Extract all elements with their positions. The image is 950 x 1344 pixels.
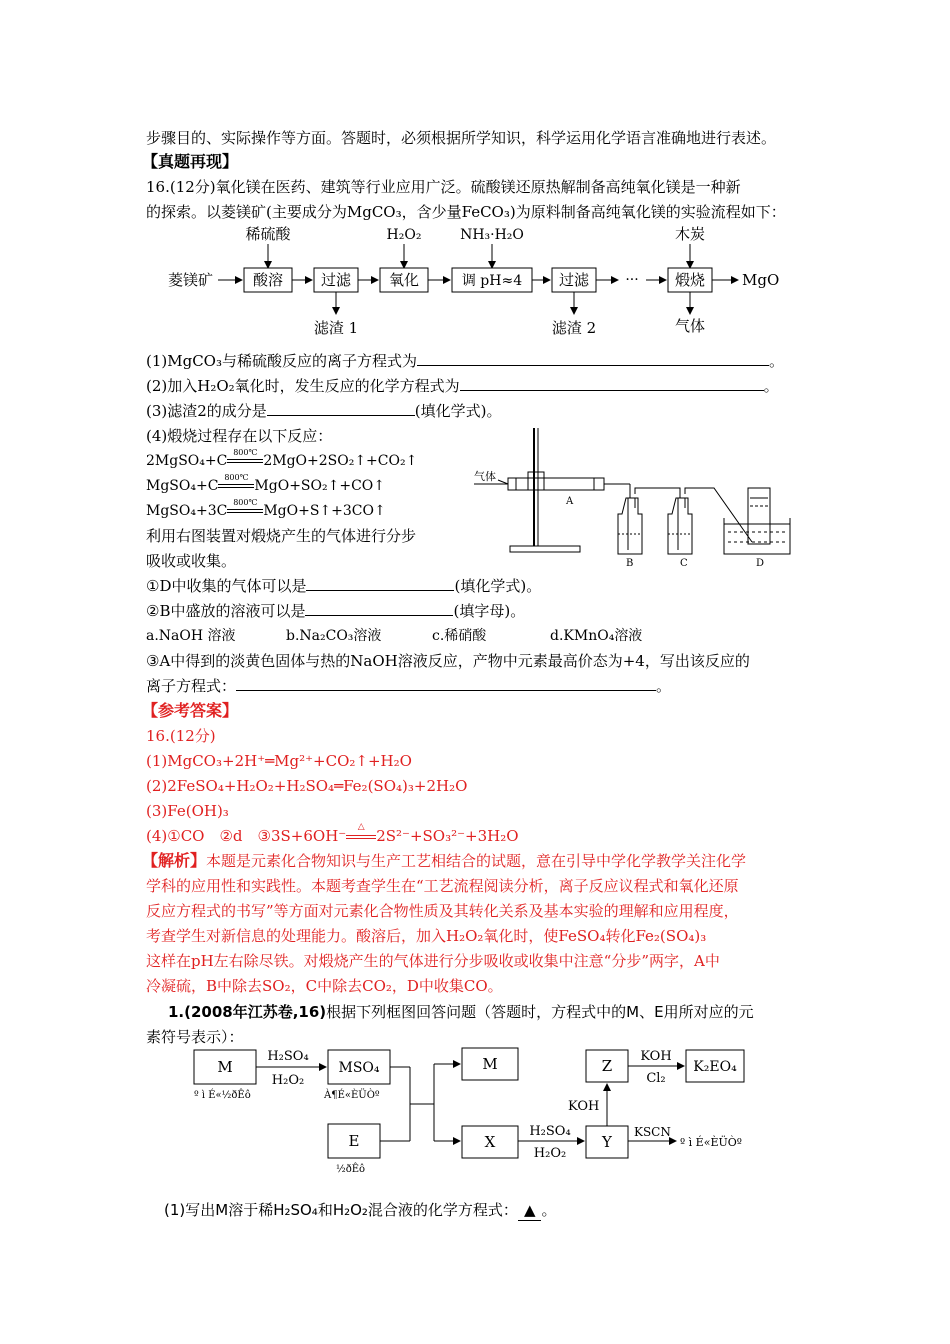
step-filter-2: 过滤 [558,271,590,289]
x-arrow-h2so4: H₂SO₄ [529,1124,571,1139]
box-z-label: Z [601,1057,613,1075]
answer-3: (3)Fe(OH)₃ [146,802,229,820]
box-e-label: E [348,1132,360,1150]
y-arrow-kscn: KSCN [634,1125,671,1139]
analysis-line6: 冷凝硫，B中除去SO₂，C中除去CO₂，D中收集CO。 [146,977,503,995]
box-m2-label: M [482,1055,498,1073]
step-acid-dissolve: 酸溶 [252,271,284,289]
box-y-label: Y [602,1133,612,1151]
apparatus-gas-label: 气体 [474,470,496,483]
m-arrow-h2o2: H₂O₂ [271,1073,305,1088]
y-result-note: º ì É«ÈÜÒº [680,1136,742,1149]
intro-line: 步骤目的、实际操作等方面。答题时，必须根据所学知识，科学运用化学语言准确地进行表述。 [146,129,777,147]
reagent-dilute-h2so4: 稀硫酸 [245,225,291,243]
q16-sub1: ①D中收集的气体可以是 (填化学式)。 [146,577,542,595]
analysis-line3: 反应方程式的书写”等方面对元素化合物性质及其转化关系及基本实验的理解和应用程度， [146,902,739,920]
q1-answer-blank[interactable]: ▲ [518,1200,542,1221]
q16-sub3-line2: 离子方程式： 。 [146,677,672,695]
residue-1: 滤渣 1 [313,319,359,337]
answer-2: (2)2FeSO₄+H₂O₂+H₂SO₄═Fe₂(SO₄)₃+2H₂O [146,777,468,795]
q16-line1: 16.(12分)氧化镁在医药、建筑等行业应用广泛。硫酸镁还原热解制备高纯氧化镁是一种新 [146,178,741,196]
y-arrow-koh: KOH [568,1099,600,1114]
option-b[interactable]: b.Na₂CO₃溶液 [286,628,382,644]
residue-2: 滤渣 2 [551,319,597,337]
analysis-line1: 【解析】本题是元素化合物知识与生产工艺相结合的试题，意在引导中学化学教学关注化学 [142,851,747,870]
step-filter-1: 过滤 [320,271,352,289]
q1-part1: (1)写出M溶于稀H₂SO₄和H₂O₂混合液的化学方程式： ▲ 。 [164,1201,557,1219]
box-m-label: M [217,1058,233,1076]
answer-4: (4)①CO ②d ③3S+6OH⁻ △ 2S²⁻+SO₃²⁻+3H₂O [146,822,519,845]
answer-heading: 【参考答案】 [142,701,239,720]
box-mso4-label: MSO₄ [338,1060,380,1076]
q16-sub3-line1: ③A中得到的淡黄色固体与热的NaOH溶液反应，产物中元素最高价态为+4，写出该反应的 [146,652,750,670]
q16-part4: (4)煅烧过程存在以下反应： [146,427,333,445]
reaction-2: MgSO₄+C 800℃ MgO+SO₂↑+CO↑ [146,473,385,494]
option-a[interactable]: a.NaOH 溶液 [146,628,236,644]
answer-blank-1[interactable] [417,351,769,366]
process-flow-diagram [160,222,800,342]
apparatus-diagram [470,422,810,572]
answer-blank-solution-b[interactable] [305,601,453,616]
q16-part2: (2)加入H₂O₂氧化时，发生反应的化学方程式为 。 [146,377,779,395]
apparatus-label-d: D [756,558,765,569]
reagent-h2o2: H₂O₂ [386,227,422,243]
answer-q16: 16.(12分) [146,727,216,745]
reagent-charcoal: 木炭 [674,225,706,243]
z-arrow-koh: KOH [640,1049,672,1064]
step-adjust-ph: 调 pH≈4 [461,273,523,289]
analysis-line5: 这样在pH左右除尽铁。对煅烧产生的气体进行分步吸收或收集中注意“分步”两字，A中 [146,952,720,970]
q1-line2: 素符号表示）： [146,1028,244,1046]
box-k2eo4-label: K₂EO₄ [693,1059,737,1075]
box-x-label: X [484,1133,496,1151]
x-arrow-h2o2: H₂O₂ [533,1146,567,1161]
box-m-note: º ì É«½ðÊô [194,1090,251,1101]
answer-blank-3[interactable] [267,401,415,416]
gas-output: 气体 [674,317,706,335]
product-mgo: MgO [742,271,780,289]
answer-blank-gas-d[interactable] [306,576,454,591]
q16-options [146,626,642,646]
q16-part4-text1: 利用右图装置对煅烧产生的气体进行分步 [146,527,417,545]
apparatus-label-b: B [626,558,634,569]
q16-part4-text2: 吸收或收集。 [146,552,237,570]
q1-line1: 1.(2008年江苏卷,16)根据下列框图回答问题（答题时，方程式中的M、E用所对应的元 [168,1003,754,1021]
box-mso4-note: À¶É«ÈÜÒº [324,1090,380,1101]
option-c[interactable]: c.稀硝酸 [432,628,487,644]
reaction-1: 2MgSO₄+C 800℃ 2MgO+2SO₂↑+CO₂↑ [146,448,418,469]
apparatus-label-a: A [566,496,574,507]
analysis-line2: 学科的应用性和实践性。本题考查学生在“工艺流程阅读分析，离子反应议程式和氧化还原 [146,877,739,895]
answer-1: (1)MgCO₃+2H⁺═Mg²⁺+CO₂↑+H₂O [146,752,412,770]
step-calcine: 煅烧 [674,271,706,289]
apparatus-label-c: C [680,558,688,569]
q16-part3: (3)滤渣2的成分是 (填化学式)。 [146,402,502,420]
analysis-line4: 考查学生对新信息的处理能力。酸溶后，加入H₂O₂氧化时，使FeSO₄转化Fe₂(SO₄)₃ [146,927,707,945]
step-oxidize: 氧化 [388,271,420,289]
q16-line2: 的探索。以菱镁矿(主要成分为MgCO₃，含少量FeCO₃)为原料制备高纯氧化镁的实验流程如下： [146,203,786,221]
box-e-note: ½ðÊô [336,1164,366,1175]
section-real-heading: 【真题再现】 [142,152,239,171]
answer-blank-ionic-eq[interactable] [236,676,656,691]
answer-blank-2[interactable] [460,376,764,391]
reaction-3: MgSO₄+3C 800℃ MgO+S↑+3CO↑ [146,498,386,519]
q16-part1: (1)MgCO₃与稀硫酸反应的离子方程式为 。 [146,352,785,370]
option-d[interactable]: d.KMnO₄溶液 [550,628,643,644]
flow-dots: ··· [625,272,639,288]
reagent-nh3h2o: NH₃·H₂O [460,227,524,243]
q1-block-diagram [188,1040,788,1180]
m-arrow-h2so4: H₂SO₄ [267,1049,309,1064]
start-material: 菱镁矿 [168,271,214,289]
q16-sub2: ②B中盛放的溶液可以是 (填字母)。 [146,602,526,620]
z-arrow-cl2: Cl₂ [646,1071,666,1086]
